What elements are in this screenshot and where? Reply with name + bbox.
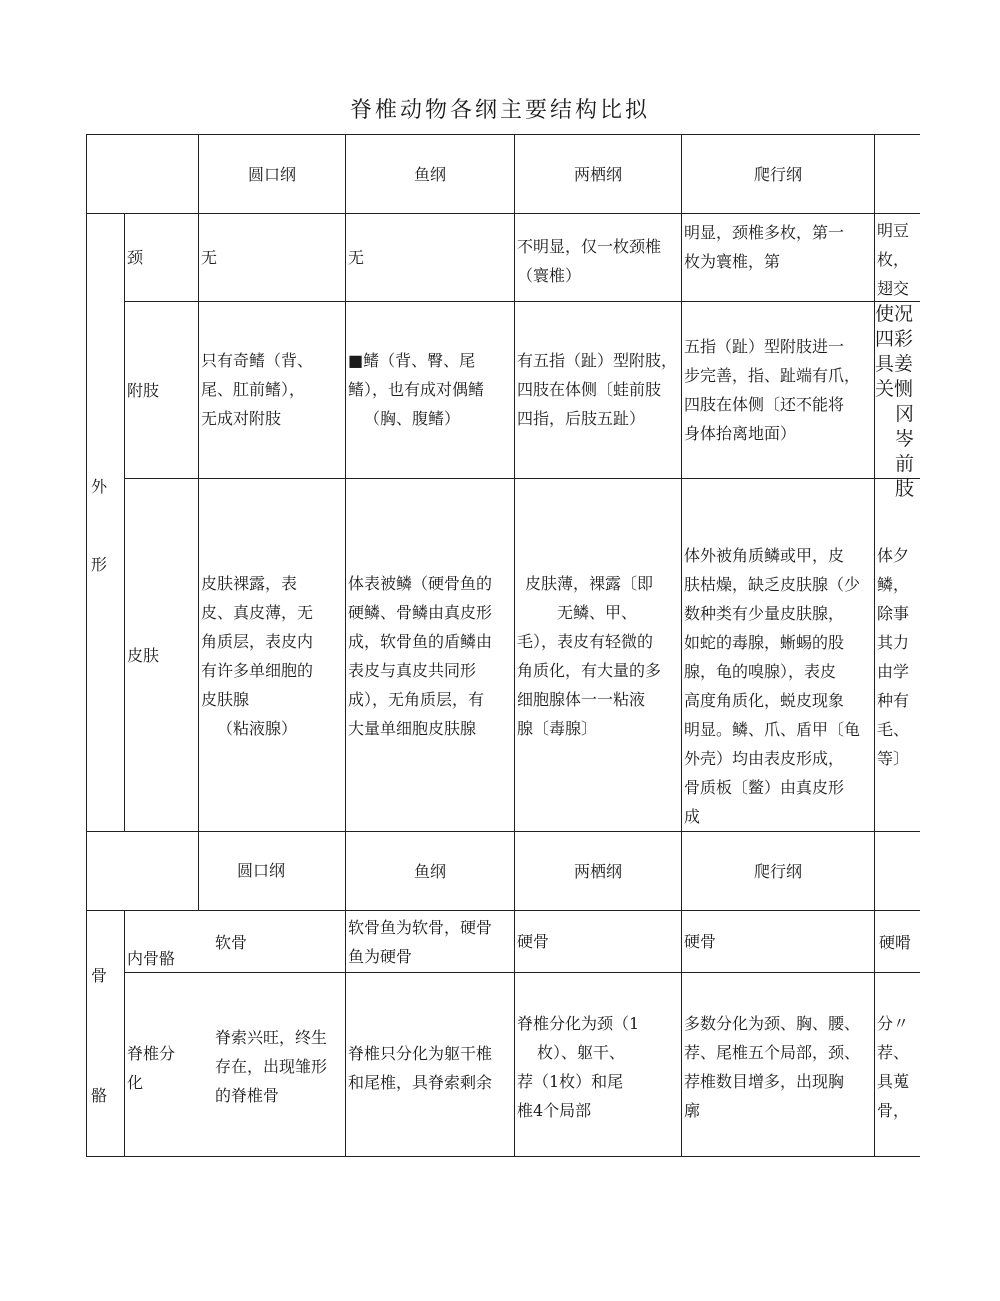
cell-neiguge-paxing: 硬骨 xyxy=(681,910,874,972)
header-col-yu: 鱼纲 xyxy=(345,134,514,213)
header2-col-liangqi: 两栖纲 xyxy=(514,831,681,910)
group-label-guge: 骨 骼 xyxy=(86,910,124,1157)
cell-jizhui-paxing: 多数分化为颈、胸、腰、 荐、尾椎五个局部，颈、 荐椎数目增多，出现胸 廓 xyxy=(681,972,874,1157)
table-left-border xyxy=(86,134,87,1157)
header-col-liangqi: 两栖纲 xyxy=(514,134,681,213)
page-title: 脊椎动物各纲主要结构比拟 xyxy=(349,98,650,123)
cell-jing-paxing: 明显，颈椎多枚，第一 枚为寰椎，第 xyxy=(681,213,874,301)
cell-pifu-liangqi: 皮肤薄，裸露〔即 无鳞、甲、 毛），表皮有轻微的 角质化，有大量的多 细胞腺体一一粘液 腺〔毒腺〕 xyxy=(514,478,681,831)
cell-pifu-paxing: 体外被角质鳞或甲，皮 肤枯燥，缺乏皮肤腺（少 数种类有少量皮肤腺， 如蛇的毒腺，蜥蜴的股 腺，龟的嗅腺），表皮 高度角质化，蜕皮现象 明显。鳞、爪、盾甲〔龟 外壳）均由表皮形成， 骨质板〔鳖）由真皮形 成 xyxy=(681,478,874,831)
header2-col-yu: 鱼纲 xyxy=(345,831,514,910)
cell-jizhui-yuankou: 脊索兴旺，终生 存在，出现雏形 的脊椎骨 xyxy=(215,1028,328,1105)
row-label-jizhui: 脊椎分 化 脊索兴旺，终生 存在，出现雏形 的脊椎骨 xyxy=(124,972,345,1157)
cell-neiguge-yu: 软骨鱼为软骨，硬骨 鱼为硬骨 xyxy=(345,910,514,972)
row-label-neiguge: 内骨骼 软骨 xyxy=(124,910,345,972)
group-label-waixing: 外 形 xyxy=(86,213,124,831)
header-col-cut xyxy=(874,134,920,213)
cell-neiguge-liangqi: 硬骨 xyxy=(514,910,681,972)
header-col-yuankou: 圆口纲 xyxy=(198,134,345,213)
cell-fuzhi-cut: 使况 四彩 具姜 关恻 冈 岑 前 肢 xyxy=(874,301,920,478)
header2-col-cut xyxy=(874,831,920,910)
header-blank-cell xyxy=(86,134,198,213)
header-col-paxing: 爬行纲 xyxy=(681,134,874,213)
row-label-fuzhi: 附肢 xyxy=(124,301,198,478)
cell-jizhui-cut: 分〃 荐、 具蒐 骨， xyxy=(874,972,920,1157)
cell-pifu-yu: 体表被鳞（硬骨鱼的 硬鳞、骨鳞由真皮形 成，软骨鱼的盾鳞由 表皮与真皮共同形 成），无角质层，有 大量单细胞皮肤腺 xyxy=(345,478,514,831)
header2-blank-cell xyxy=(86,831,198,910)
cell-neiguge-cut: 硬嗗 xyxy=(874,910,920,972)
cell-fuzhi-paxing: 五指（趾）型附肢进一 步完善，指、趾端有爪， 四肢在体侧〔还不能将 身体抬离地面） xyxy=(681,301,874,478)
cell-fuzhi-yu: ■鳍（背、臀、尾 鳍），也有成对偶鳍 （胸、腹鳍） xyxy=(345,301,514,478)
cell-pifu-yuankou: 皮肤裸露，表 皮、真皮薄，无 角质层，表皮内 有许多单细胞的 皮肤腺 （粘液腺） xyxy=(198,478,345,831)
cell-jizhui-yu: 脊椎只分化为躯干椎 和尾椎，具脊索剩余 xyxy=(345,972,514,1157)
cell-jing-liangqi: 不明显，仅一枚颈椎 （寰椎） xyxy=(514,213,681,301)
cell-fuzhi-yuankou: 只有奇鳍（背、 尾、肛前鳍）， 无成对附肢 xyxy=(198,301,345,478)
cell-jing-yu: 无 xyxy=(345,213,514,301)
row-label-jing: 颈 xyxy=(124,213,198,301)
cell-jing-yuankou: 无 xyxy=(198,213,345,301)
cell-jizhui-liangqi: 脊椎分化为颈（1 枚）、躯干、 荐（1枚）和尾 椎4个局部 xyxy=(514,972,681,1157)
header2-col-paxing: 爬行纲 xyxy=(681,831,874,910)
row-label-pifu: 皮肤 xyxy=(124,478,198,831)
table-bottom-border xyxy=(86,1156,920,1157)
cell-neiguge-yuankou: 软骨 xyxy=(215,933,248,952)
header2-col-yuankou: 圆口纲 xyxy=(198,831,345,910)
cell-pifu-cut: 体夕 鳞， 除事 其力 由学 种有 毛、 等〕 xyxy=(874,478,920,831)
cell-jing-cut: 明豆 枚， 翅交 xyxy=(874,213,920,301)
cell-fuzhi-liangqi: 有五指（趾）型附肢， 四肢在体侧〔蛙前肢 四指，后肢五趾） xyxy=(514,301,681,478)
